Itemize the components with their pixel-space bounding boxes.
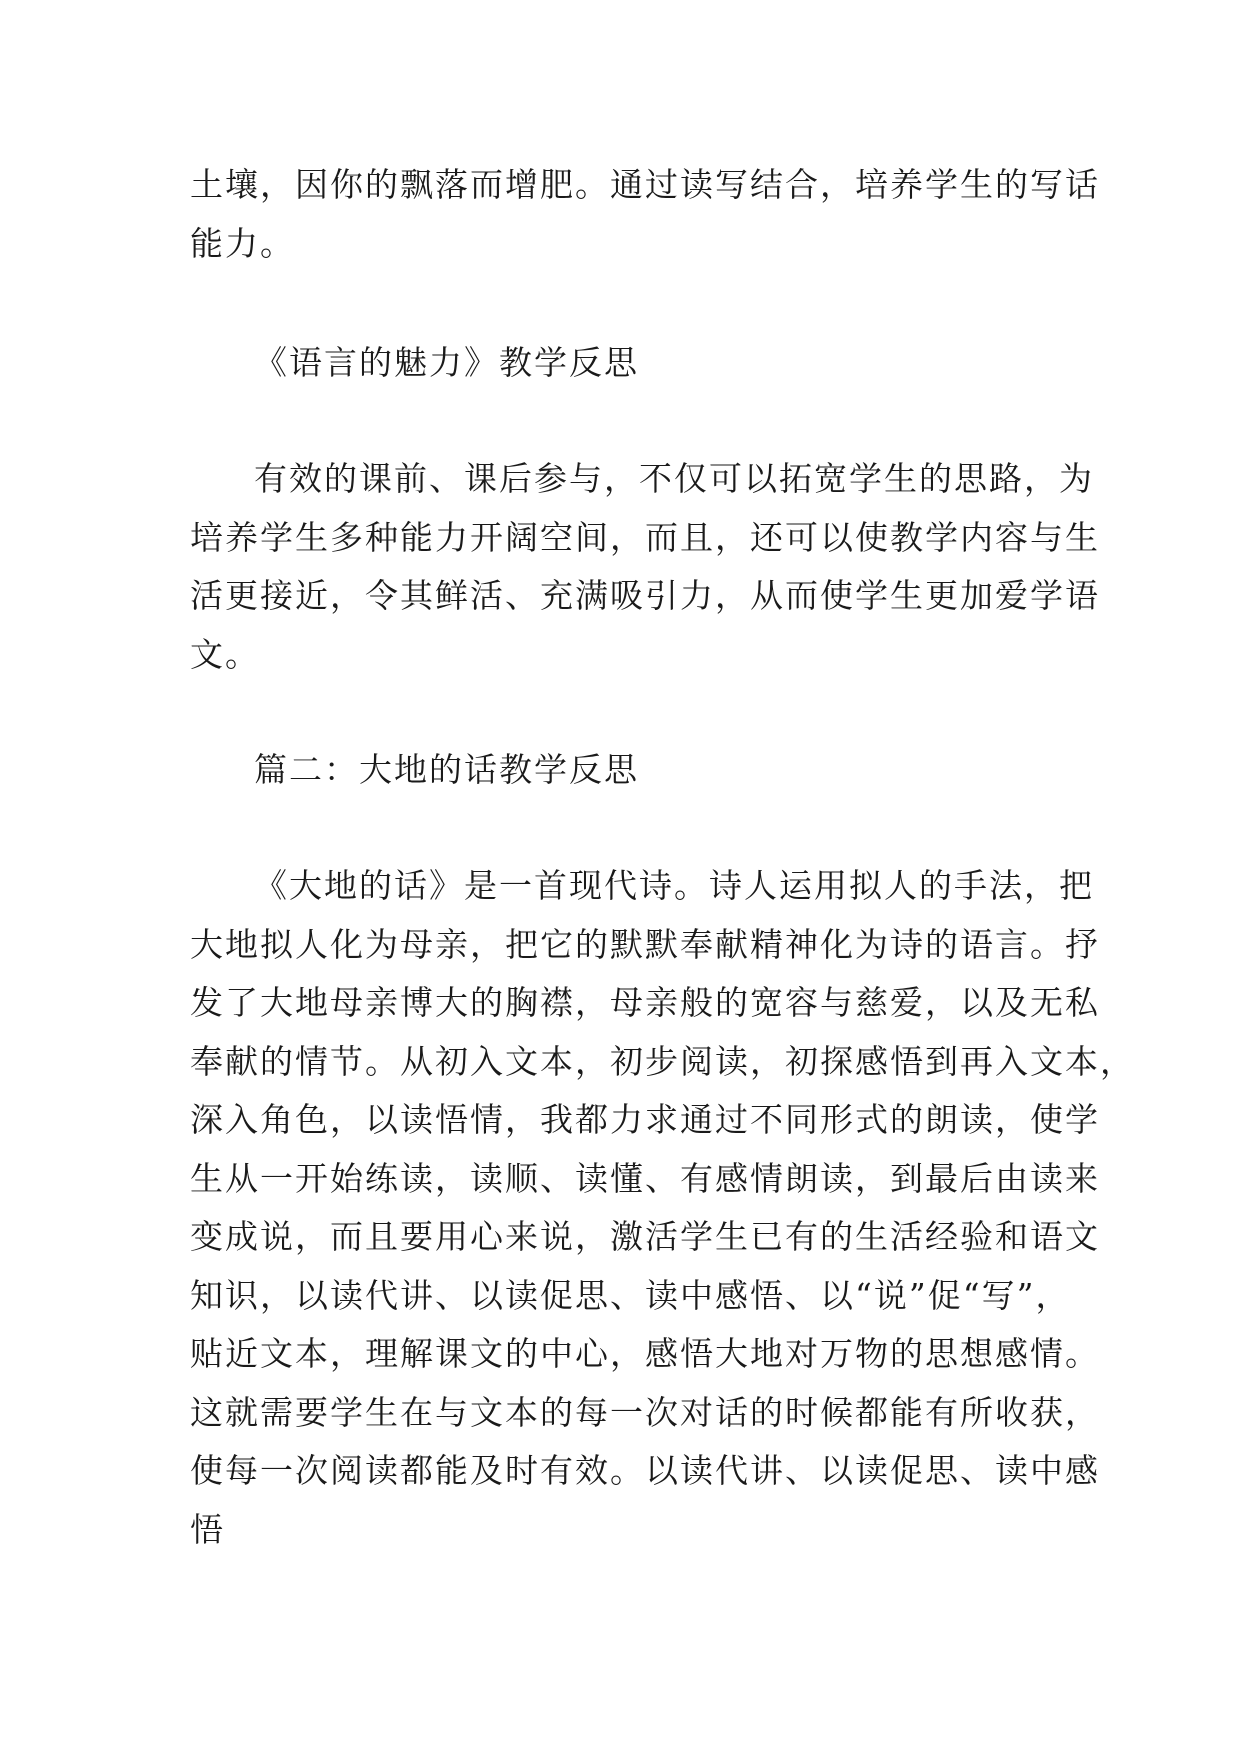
text-line: 土壤，因你的飘落而增肥。通过读写结合，培养学生的写话 xyxy=(190,165,1100,204)
text-line: 活更接近，令其鲜活、充满吸引力，从而使学生更加爱学语 xyxy=(190,576,1100,615)
paragraph-participation xyxy=(190,450,1100,684)
text-line: 生从一开始练读，读顺、读懂、有感情朗读，到最后由读来 xyxy=(190,1158,1100,1198)
text-line: 文。 xyxy=(190,634,260,674)
text-line: 贴近文本，理解课文的中心，感悟大地对万物的思想感情。 xyxy=(190,1334,1100,1373)
text-line: 大地拟人化为母亲，把它的默默奉献精神化为诗的语言。抒 xyxy=(190,924,1100,964)
text-line: 能力。 xyxy=(190,223,295,263)
text-line: 有效的课前、课后参与，不仅可以拓宽学生的思路，为 xyxy=(254,459,1094,498)
heading-text: 《语言的魅力》教学反思 xyxy=(254,343,639,382)
text-line: 发了大地母亲博大的胸襟，母亲般的宽容与慈爱，以及无私 xyxy=(190,983,1100,1022)
text-line: 知识，以读代讲、以读促思、读中感悟、以“说”促“写”， xyxy=(190,1275,1071,1315)
text-line: 培养学生多种能力开阔空间，而且，还可以使教学内容与生 xyxy=(190,517,1100,557)
text-line: 深入角色，以读悟情，我都力求通过不同形式的朗读，使学 xyxy=(190,1100,1100,1139)
text-line: 这就需要学生在与文本的每一次对话的时候都能有所收获， xyxy=(190,1392,1100,1432)
paragraph-continuation xyxy=(190,156,1100,273)
text-line: 奉献的情节。从初入文本，初步阅读，初探感悟到再入文本， xyxy=(190,1041,1135,1081)
section-heading-part-two xyxy=(190,741,1060,800)
text-line: 使每一次阅读都能及时有效。以读代讲、以读促思、读中感 xyxy=(190,1451,1100,1490)
paragraph-earth-words xyxy=(190,857,1135,1559)
text-line: 变成说，而且要用心来说，激活学生已有的生活经验和语文 xyxy=(190,1217,1100,1256)
heading-text: 篇二：大地的话教学反思 xyxy=(254,750,639,789)
section-heading-language-charm xyxy=(190,334,1060,393)
text-line: 《大地的话》是一首现代诗。诗人运用拟人的手法，把 xyxy=(254,866,1094,905)
text-line: 悟 xyxy=(190,1509,225,1549)
